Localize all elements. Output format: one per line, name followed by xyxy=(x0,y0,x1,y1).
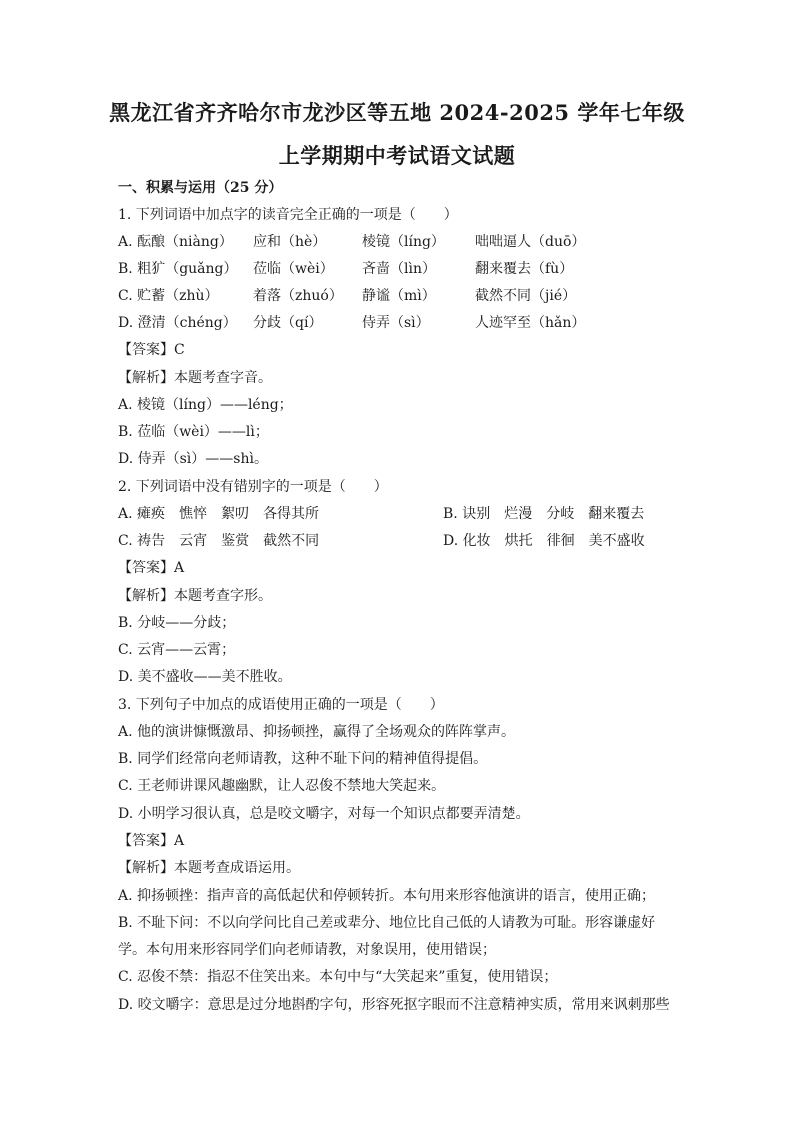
q2-option-row-cd xyxy=(118,532,678,550)
q2-option-row-ab xyxy=(118,505,678,523)
q1-option-cell: 咄咄逼人（duō） xyxy=(475,234,586,250)
q1-option-row-d xyxy=(118,314,678,332)
q3-option: A. 他的演讲慷慨激昂、抑扬顿挫，赢得了全场观众的阵阵掌声。 xyxy=(118,724,516,740)
q1-option-cell: A. 酝酿（niàng） xyxy=(118,234,233,250)
q2-answer: 【答案】A xyxy=(118,560,185,576)
q1-analysis-line: A. 棱镜（líng）——léng； xyxy=(118,397,293,413)
q1-option-row-c xyxy=(118,287,678,305)
q1-option-cell: 吝啬（lìn） xyxy=(362,261,436,277)
q1-analysis-line: B. 莅临（wèi）——lì； xyxy=(118,424,269,440)
q1-option-cell: 棱镜（líng） xyxy=(362,234,445,250)
q3-option: C. 王老师讲课风趣幽默，让人忍俊不禁地大笑起来。 xyxy=(118,778,446,794)
q1-option-cell: 应和（hè） xyxy=(253,234,327,250)
q1-option-row-a xyxy=(118,233,678,251)
q1-option-cell: 侍弄（sì） xyxy=(362,315,430,331)
q3-analysis-line: D. 咬文嚼字：意思是过分地斟酌字句，形容死抠字眼而不注意精神实质，常用来讽刺那些 xyxy=(118,997,670,1013)
doc-title-line2: 上学期期中考试语文试题 xyxy=(278,143,516,168)
q1-option-row-b xyxy=(118,260,678,278)
q3-answer: 【答案】A xyxy=(118,833,185,849)
q1-option-cell: 翻来覆去（fù） xyxy=(475,261,574,277)
q3-stem: 3. 下列句子中加点的成语使用正确的一项是（ ） xyxy=(118,697,444,713)
q2-stem: 2. 下列词语中没有错别字的一项是（ ） xyxy=(118,479,388,495)
q1-option-cell: 分歧（qí） xyxy=(253,315,323,331)
section-heading: 一、积累与运用（25 分） xyxy=(118,180,283,196)
q3-analysis-line: C. 忍俊不禁：指忍不住笑出来。本句中与“大笑起来”重复，使用错误； xyxy=(118,969,558,985)
q3-analysis-line: 学。本句用来形容同学们向老师请教，对象误用，使用错误； xyxy=(118,942,496,958)
q1-option-cell: 莅临（wèi） xyxy=(253,261,334,277)
q1-option-cell: 人迹罕至（hǎn） xyxy=(475,315,586,331)
q1-option-cell: D. 澄清（chéng） xyxy=(118,315,237,331)
q3-option: D. 小明学习很认真，总是咬文嚼字，对每一个知识点都要弄清楚。 xyxy=(118,806,530,822)
q2-analysis-line: D. 美不盛收——美不胜收。 xyxy=(118,669,292,685)
q3-option: B. 同学们经常向老师请教，这种不耻下问的精神值得提倡。 xyxy=(118,751,488,767)
q2-analysis-line: 【解析】本题考查字形。 xyxy=(118,588,272,604)
q1-option-cell: 静谧（mì） xyxy=(362,288,436,304)
q1-option-cell: 截然不同（jié） xyxy=(475,288,577,304)
q3-analysis-line: B. 不耻下问：不以向学问比自己差或辈分、地位比自己低的人请教为可耻。形容谦虚好 xyxy=(118,915,656,931)
q1-answer: 【答案】C xyxy=(118,342,185,358)
doc-title-line1: 黑龙江省齐齐哈尔市龙沙区等五地 2024-2025 学年七年级 xyxy=(109,100,685,125)
q2-option-cell: B. 诀别 烂漫 分岐 翻来覆去 xyxy=(443,506,645,522)
q3-analysis-line: 【解析】本题考查成语运用。 xyxy=(118,860,300,876)
q1-analysis-line: 【解析】本题考查字音。 xyxy=(118,370,272,386)
q1-option-cell: C. 贮蓄（zhù） xyxy=(118,288,219,304)
q2-option-cell: C. 祷告 云宵 鉴赏 截然不同 xyxy=(118,533,320,549)
q2-option-cell: D. 化妆 烘托 徘徊 美不盛收 xyxy=(443,533,645,549)
q1-stem: 1. 下列词语中加点字的读音完全正确的一项是（ ） xyxy=(118,207,458,223)
q2-option-cell: A. 瘫痪 憔悴 絮叨 各得其所 xyxy=(118,506,320,522)
q1-option-cell: 着落（zhuó） xyxy=(253,288,343,304)
q1-option-cell: B. 粗犷（guǎng） xyxy=(118,261,238,277)
q2-analysis-line: B. 分岐——分歧； xyxy=(118,615,236,631)
q3-analysis-line: A. 抑扬顿挫：指声音的高低起伏和停顿转折。本句用来形容他演讲的语言，使用正确； xyxy=(118,888,656,904)
q2-analysis-line: C. 云宵——云霄； xyxy=(118,642,236,658)
q1-analysis-line: D. 侍弄（sì）——shì。 xyxy=(118,451,268,467)
